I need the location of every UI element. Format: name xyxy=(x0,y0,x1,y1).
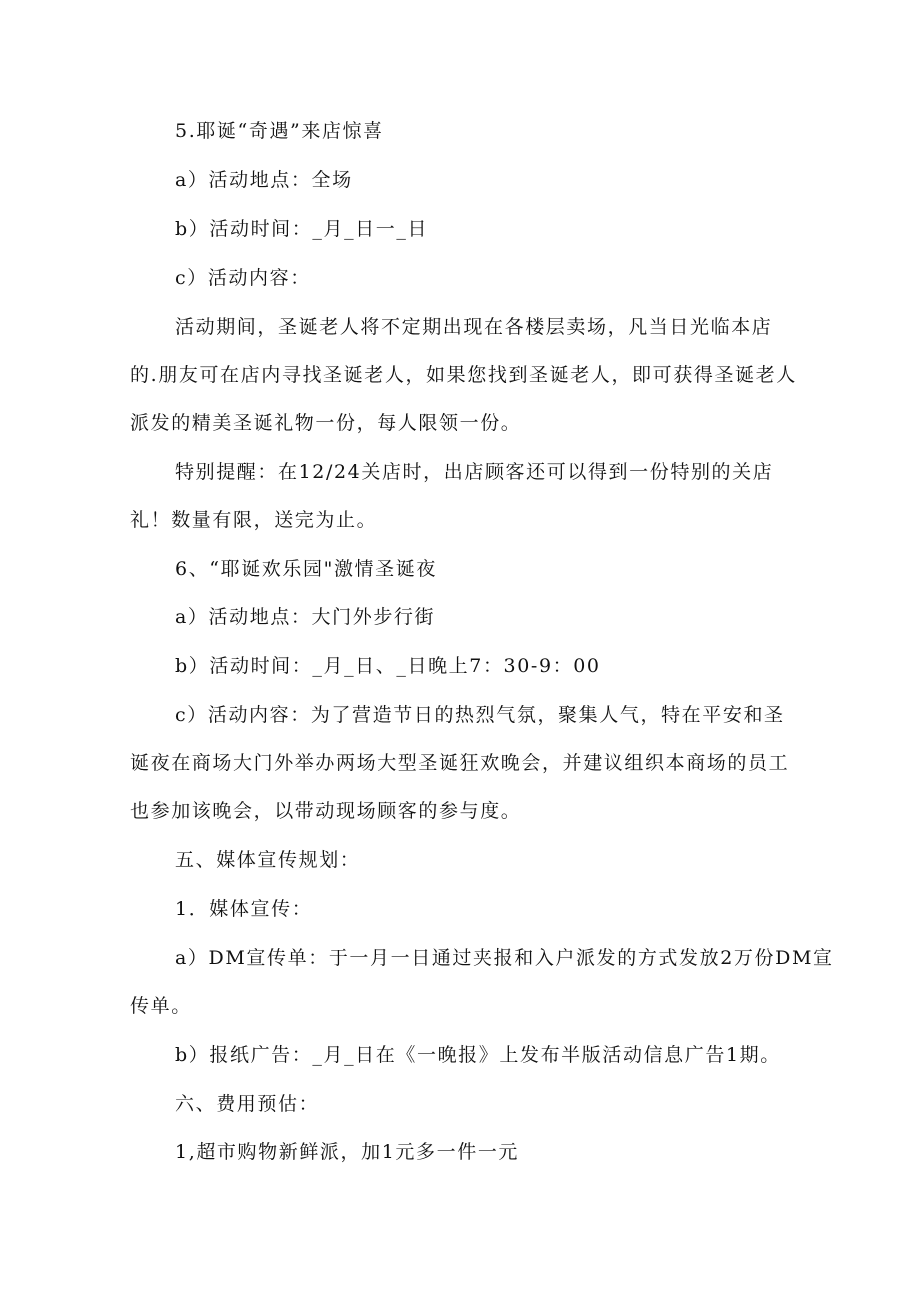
paragraph-line: 活动期间，圣诞老人将不定期出现在各楼层卖场，凡当日光临本店 xyxy=(175,316,773,338)
activity-location: a）活动地点：全场 xyxy=(175,169,353,191)
section-heading-media-plan: 五、媒体宣传规划： xyxy=(175,849,361,871)
section-heading-cost-estimate: 六、费用预估： xyxy=(175,1093,320,1115)
activity-location: a）活动地点：大门外步行街 xyxy=(175,606,436,628)
activity-content-label: c）活动内容： xyxy=(175,267,311,289)
paragraph-line: 也参加该晚会，以带动现场顾客的参与度。 xyxy=(130,800,522,822)
paragraph-line: 诞夜在商场大门外举办两场大型圣诞狂欢晚会，并建议组织本商场的员工 xyxy=(130,752,790,774)
newspaper-ad-item: b）报纸广告：_月_日在《一晚报》上发布半版活动信息广告1期。 xyxy=(175,1044,781,1066)
paragraph-line: 传单。 xyxy=(130,995,192,1017)
activity-content: c）活动内容：为了营造节日的热烈气氛，聚集人气，特在平安和圣 xyxy=(175,704,785,726)
paragraph-line: 派发的精美圣诞礼物一份，每人限领一份。 xyxy=(130,412,522,434)
paragraph-line: 礼！数量有限，送完为止。 xyxy=(130,509,378,531)
paragraph-line: 的.朋友可在店内寻找圣诞老人，如果您找到圣诞老人，即可获得圣诞老人 xyxy=(130,364,797,386)
activity-time: b）活动时间：_月_日、_日晚上7：30-9：00 xyxy=(175,655,601,677)
dm-flyer-item: a）DM宣传单：于一月一日通过夹报和入户派发的方式发放2万份DM宣 xyxy=(175,947,834,969)
subheading-media-promotion: 1．媒体宣传： xyxy=(175,898,313,920)
special-reminder: 特别提醒：在12/24关店时，出店顾客还可以得到一份特别的关店 xyxy=(175,461,774,483)
section-heading-christmas-surprise: 5.耶诞“奇遇”来店惊喜 xyxy=(175,120,384,142)
activity-time: b）活动时间：_月_日一_日 xyxy=(175,218,429,240)
section-heading-christmas-night: 6、“耶诞欢乐园"激情圣诞夜 xyxy=(175,558,437,580)
cost-item: 1,超市购物新鲜派，加1元多一件一元 xyxy=(175,1141,520,1163)
